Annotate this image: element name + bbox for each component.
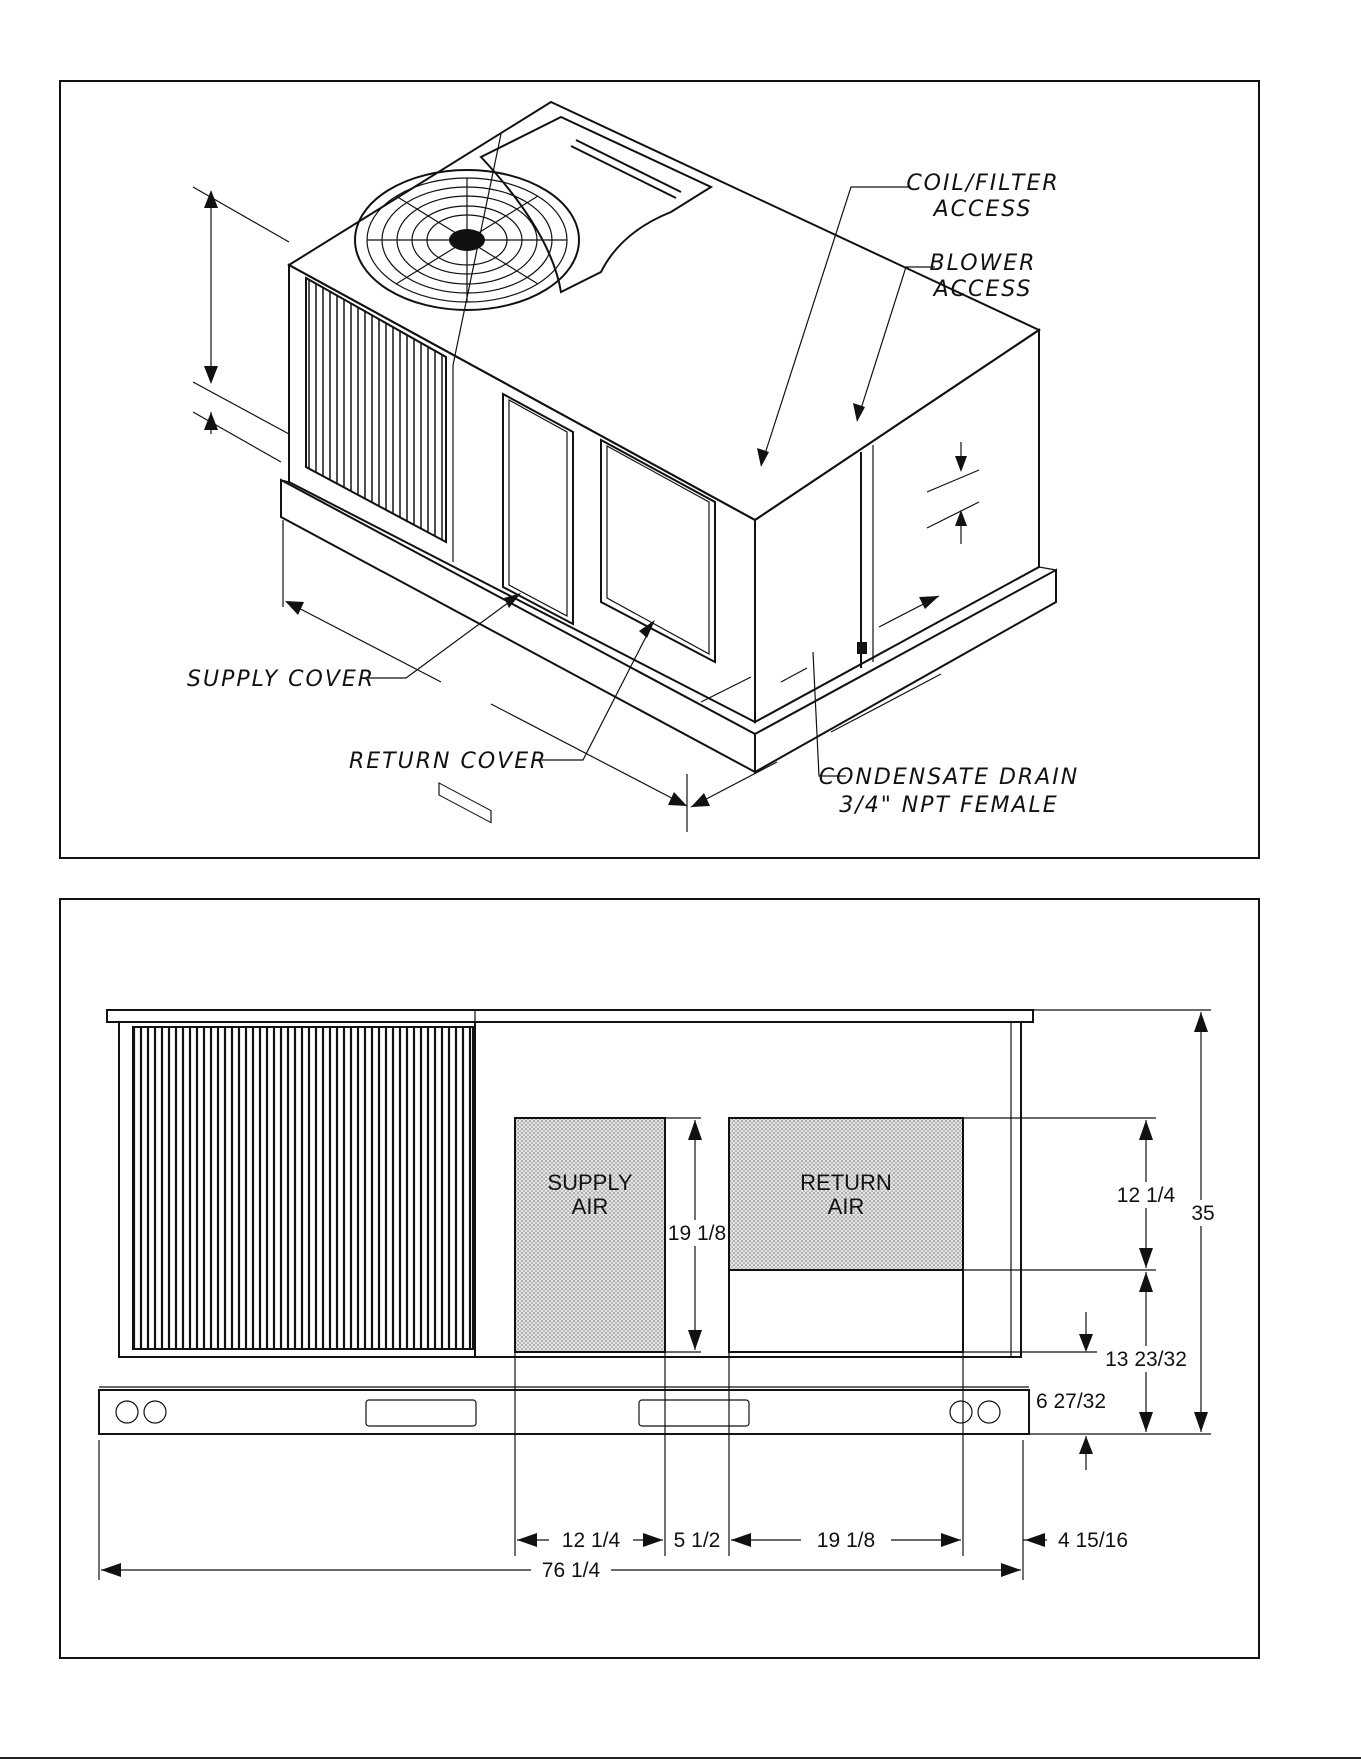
knockout-left-2 (144, 1401, 166, 1423)
svg-text:35: 35 (1191, 1202, 1215, 1225)
condensate-leader (813, 652, 846, 776)
callout-condensate-1: CONDENSATE DRAIN (818, 765, 1080, 790)
knockout-right-2 (978, 1401, 1000, 1423)
supply-air-label-1: SUPPLY (547, 1170, 633, 1195)
return-air-label-2: AIR (827, 1194, 865, 1219)
svg-text:13 23/32: 13 23/32 (1105, 1348, 1187, 1371)
dim-return-bottom (1097, 1272, 1195, 1432)
dim-supply-height (665, 1118, 726, 1352)
dim-right-offset (1023, 1529, 1128, 1552)
return-air-label-1: RETURN (800, 1170, 892, 1195)
front-elevation-drawing (61, 900, 1258, 1657)
callout-blower-1: BLOWER (929, 251, 1037, 276)
dim-return-top (1101, 1120, 1191, 1268)
dim-overall-width (101, 1557, 1021, 1583)
page-bottom-rule (0, 1757, 1361, 1759)
dim-return-width (731, 1527, 961, 1553)
svg-text:4 15/16: 4 15/16 (1057, 1529, 1129, 1552)
supply-cover (503, 394, 573, 624)
top-vent-hood (481, 117, 711, 292)
return-cover (601, 440, 715, 662)
unit-right-face (755, 330, 1039, 722)
svg-text:76 1/4: 76 1/4 (541, 1559, 601, 1582)
svg-text:12 1/4: 12 1/4 (1116, 1184, 1176, 1207)
condenser-fan-grille (355, 170, 579, 310)
supply-cover-leader (368, 597, 516, 678)
callout-coil-filter-1: COIL/FILTER (906, 171, 1060, 196)
coil-filter-leader (763, 187, 911, 460)
base-rail-right (755, 570, 1056, 772)
left-height-dimension (193, 187, 289, 462)
svg-text:12 1/4: 12 1/4 (561, 1529, 621, 1552)
callout-coil-filter-2: ACCESS (933, 197, 1033, 222)
dim-base-to-opening (1036, 1312, 1106, 1470)
condenser-coil-front (133, 1027, 473, 1349)
base-handle-right (639, 1400, 749, 1426)
callout-return-cover: RETURN COVER (349, 749, 548, 774)
isometric-unit-drawing (61, 82, 1258, 857)
knockout-right-1 (950, 1401, 972, 1423)
right-base-dimension (927, 442, 979, 544)
blower-leader (859, 267, 935, 415)
top-cap (107, 1010, 1033, 1022)
base-handle-left (366, 1400, 476, 1426)
front-elevation-panel (59, 898, 1260, 1659)
dim-gap (674, 1529, 721, 1552)
base-rail-front (281, 480, 755, 772)
callout-blower-2: ACCESS (933, 277, 1033, 302)
supply-air-label-2: AIR (571, 1194, 609, 1219)
svg-text:5 1/2: 5 1/2 (673, 1529, 721, 1552)
svg-text:19 1/8: 19 1/8 (816, 1529, 876, 1552)
callout-condensate-2: 3/4" NPT FEMALE (839, 793, 1059, 818)
isometric-view-panel (59, 80, 1260, 859)
callout-supply-cover: SUPPLY COVER (187, 667, 376, 692)
condensate-drain-fitting (857, 642, 867, 654)
supply-air-opening (515, 1118, 665, 1352)
dim-supply-width (517, 1527, 663, 1553)
base-rail (99, 1390, 1029, 1434)
knockout-left-1 (116, 1401, 138, 1423)
svg-text:6 27/32: 6 27/32 (1035, 1390, 1107, 1413)
base-handle-left (439, 783, 491, 823)
svg-text:19 1/8: 19 1/8 (667, 1222, 727, 1245)
